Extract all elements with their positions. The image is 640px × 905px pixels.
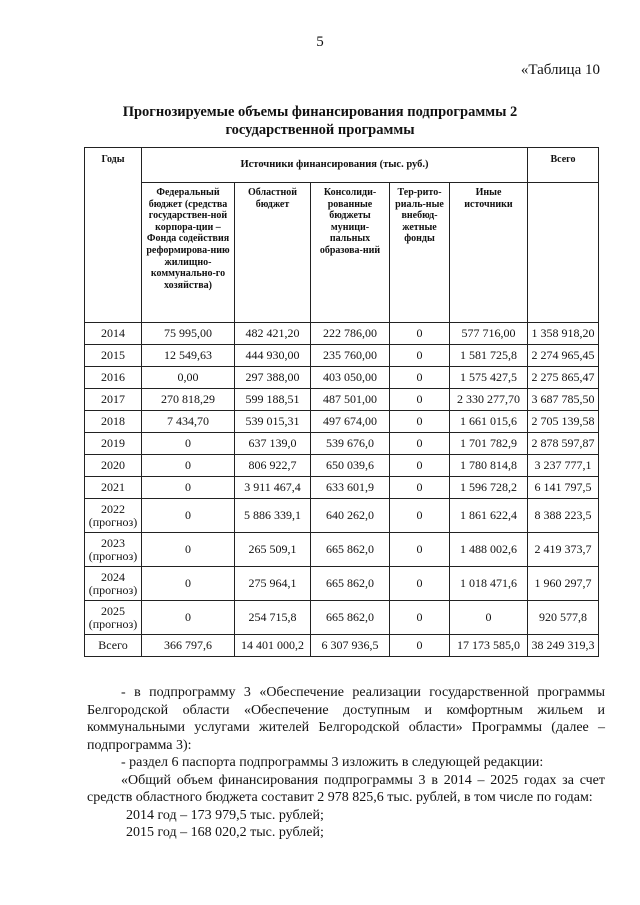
- year-value: 2022: [101, 501, 125, 516]
- cell-territorial: 0: [390, 499, 450, 533]
- cell-other: 1 575 427,5: [450, 367, 528, 389]
- year-note: (прогноз): [88, 616, 138, 631]
- cell-territorial: 0: [390, 323, 450, 345]
- cell-year: [85, 411, 142, 433]
- cell-year: [85, 477, 142, 499]
- paragraph: 2014 год – 173 979,5 тыс. рублей;: [126, 807, 324, 823]
- page-number: 5: [316, 34, 324, 50]
- cell-municipal: 665 862,0: [311, 601, 390, 635]
- cell-municipal: 665 862,0: [311, 567, 390, 601]
- cell-other: 1 018 471,6: [450, 567, 528, 601]
- header-sources: Источники финансирования (тыс. руб.): [142, 148, 528, 183]
- year-value: 2024: [101, 569, 125, 584]
- cell-municipal: 633 601,9: [311, 477, 390, 499]
- cell-municipal: 403 050,00: [311, 367, 390, 389]
- cell-other: 1 701 782,9: [450, 433, 528, 455]
- table-title: Прогнозируемые объемы финансирования подпрограммы 2 государственной программы: [122, 104, 518, 138]
- year-value: 2025: [101, 603, 125, 618]
- table-row: [85, 389, 599, 411]
- cell-year: [85, 499, 142, 533]
- table-row: [85, 477, 599, 499]
- cell-territorial: 0: [390, 389, 450, 411]
- cell-municipal: 497 674,00: [311, 411, 390, 433]
- cell-total: 38 249 319,3: [528, 635, 599, 657]
- cell-other: 2 330 277,70: [450, 389, 528, 411]
- cell-other: 17 173 585,0: [450, 635, 528, 657]
- financing-table: [84, 147, 599, 657]
- cell-federal: 75 995,00: [142, 323, 235, 345]
- year-value: 2015: [101, 348, 125, 362]
- cell-other: 1 861 622,4: [450, 499, 528, 533]
- cell-total: 2 878 597,87: [528, 433, 599, 455]
- cell-total: 3 687 785,50: [528, 389, 599, 411]
- year-value: 2020: [101, 458, 125, 472]
- cell-total: 8 388 223,5: [528, 499, 599, 533]
- cell-year: [85, 635, 142, 657]
- cell-total: 6 141 797,5: [528, 477, 599, 499]
- cell-year: [85, 345, 142, 367]
- cell-federal: 0,00: [142, 367, 235, 389]
- cell-regional: 275 964,1: [235, 567, 311, 601]
- header-total-blank: [528, 183, 599, 323]
- cell-total: 2 274 965,45: [528, 345, 599, 367]
- cell-total: 2 275 865,47: [528, 367, 599, 389]
- cell-municipal: 640 262,0: [311, 499, 390, 533]
- cell-federal: 12 549,63: [142, 345, 235, 367]
- header-municipal: Консолиди-рованные бюджеты муници-пальных образова-ний: [311, 183, 390, 323]
- table-row: [85, 411, 599, 433]
- cell-total: 1 358 918,20: [528, 323, 599, 345]
- table-row: [85, 533, 599, 567]
- body-text: [87, 684, 605, 842]
- year-value: 2016: [101, 370, 125, 384]
- cell-regional: 599 188,51: [235, 389, 311, 411]
- year-note: (прогноз): [88, 548, 138, 563]
- cell-regional: 254 715,8: [235, 601, 311, 635]
- paragraph: «Общий объем финансирования подпрограммы 3 в 2014 – 2025 годах за счет средств областного бюджета составит 2 978 825,6 тыс. рублей, в том числе по годам:: [87, 772, 605, 805]
- cell-other: 0: [450, 601, 528, 635]
- cell-year: [85, 533, 142, 567]
- cell-territorial: 0: [390, 411, 450, 433]
- table-row: [85, 601, 599, 635]
- header-other: Иные источники: [450, 183, 528, 323]
- cell-total: 1 960 297,7: [528, 567, 599, 601]
- cell-regional: 14 401 000,2: [235, 635, 311, 657]
- cell-territorial: 0: [390, 635, 450, 657]
- header-total: Всего: [528, 148, 599, 183]
- year-value: 2017: [101, 392, 125, 406]
- header-federal: Федеральный бюджет (средства государствен-ной корпора-ции – Фонда содействия реформирова-нию жилищно-коммунально-го хозяйства): [142, 183, 235, 323]
- table-row: [85, 635, 599, 657]
- cell-federal: 0: [142, 567, 235, 601]
- paragraph: - в подпрограмму 3 «Обеспечение реализации государственной программы Белгородской области «Обеспечение доступным и комфортным жильем и коммунальными услугами жителей Белгородской области» Программы (далее – подпрограмма 3):: [87, 685, 605, 753]
- cell-federal: 366 797,6: [142, 635, 235, 657]
- table-label: «Таблица 10: [520, 62, 600, 78]
- cell-municipal: 539 676,0: [311, 433, 390, 455]
- cell-other: 1 780 814,8: [450, 455, 528, 477]
- cell-territorial: 0: [390, 477, 450, 499]
- cell-year: [85, 323, 142, 345]
- cell-regional: 637 139,0: [235, 433, 311, 455]
- cell-regional: 482 421,20: [235, 323, 311, 345]
- cell-federal: 0: [142, 477, 235, 499]
- cell-other: 1 488 002,6: [450, 533, 528, 567]
- cell-other: 577 716,00: [450, 323, 528, 345]
- cell-regional: 3 911 467,4: [235, 477, 311, 499]
- cell-federal: 0: [142, 601, 235, 635]
- cell-year: [85, 433, 142, 455]
- cell-federal: 0: [142, 533, 235, 567]
- header-regional: Областной бюджет: [235, 183, 311, 323]
- cell-total: 3 237 777,1: [528, 455, 599, 477]
- cell-total: 920 577,8: [528, 601, 599, 635]
- cell-federal: 0: [142, 499, 235, 533]
- table-body: [85, 323, 599, 657]
- cell-federal: 0: [142, 433, 235, 455]
- table-row: [85, 567, 599, 601]
- cell-territorial: 0: [390, 367, 450, 389]
- cell-territorial: 0: [390, 433, 450, 455]
- cell-municipal: 487 501,00: [311, 389, 390, 411]
- cell-total: 2 705 139,58: [528, 411, 599, 433]
- cell-year: [85, 455, 142, 477]
- table-row: [85, 499, 599, 533]
- cell-municipal: 235 760,00: [311, 345, 390, 367]
- table-row: [85, 367, 599, 389]
- table-row: [85, 455, 599, 477]
- cell-federal: 7 434,70: [142, 411, 235, 433]
- year-value: 2018: [101, 414, 125, 428]
- year-value: 2014: [101, 326, 125, 340]
- cell-year: [85, 389, 142, 411]
- cell-regional: 5 886 339,1: [235, 499, 311, 533]
- cell-federal: 270 818,29: [142, 389, 235, 411]
- cell-other: 1 581 725,8: [450, 345, 528, 367]
- cell-regional: 297 388,00: [235, 367, 311, 389]
- cell-other: 1 596 728,2: [450, 477, 528, 499]
- year-value: Всего: [98, 638, 128, 652]
- year-value: 2019: [101, 436, 125, 450]
- header-territorial: Тер-рито-риаль-ные внебюд-жетные фонды: [390, 183, 450, 323]
- year-note: (прогноз): [88, 514, 138, 529]
- cell-municipal: 222 786,00: [311, 323, 390, 345]
- cell-regional: 539 015,31: [235, 411, 311, 433]
- paragraph: 2015 год – 168 020,2 тыс. рублей;: [126, 825, 324, 840]
- cell-regional: 265 509,1: [235, 533, 311, 567]
- cell-total: 2 419 373,7: [528, 533, 599, 567]
- cell-territorial: 0: [390, 345, 450, 367]
- table-row: [85, 433, 599, 455]
- table-row: [85, 345, 599, 367]
- cell-territorial: 0: [390, 567, 450, 601]
- table-row: [85, 323, 599, 345]
- cell-year: [85, 367, 142, 389]
- cell-regional: 444 930,00: [235, 345, 311, 367]
- header-years: Годы: [85, 148, 142, 323]
- cell-year: [85, 601, 142, 635]
- paragraph: - раздел 6 паспорта подпрограммы 3 изложить в следующей редакции:: [121, 755, 544, 770]
- year-note: (прогноз): [88, 582, 138, 597]
- cell-municipal: 650 039,6: [311, 455, 390, 477]
- cell-territorial: 0: [390, 455, 450, 477]
- cell-municipal: 6 307 936,5: [311, 635, 390, 657]
- cell-federal: 0: [142, 455, 235, 477]
- cell-year: [85, 567, 142, 601]
- cell-territorial: 0: [390, 533, 450, 567]
- cell-regional: 806 922,7: [235, 455, 311, 477]
- year-value: 2021: [101, 480, 125, 494]
- cell-territorial: 0: [390, 601, 450, 635]
- year-value: 2023: [101, 535, 125, 550]
- cell-other: 1 661 015,6: [450, 411, 528, 433]
- cell-municipal: 665 862,0: [311, 533, 390, 567]
